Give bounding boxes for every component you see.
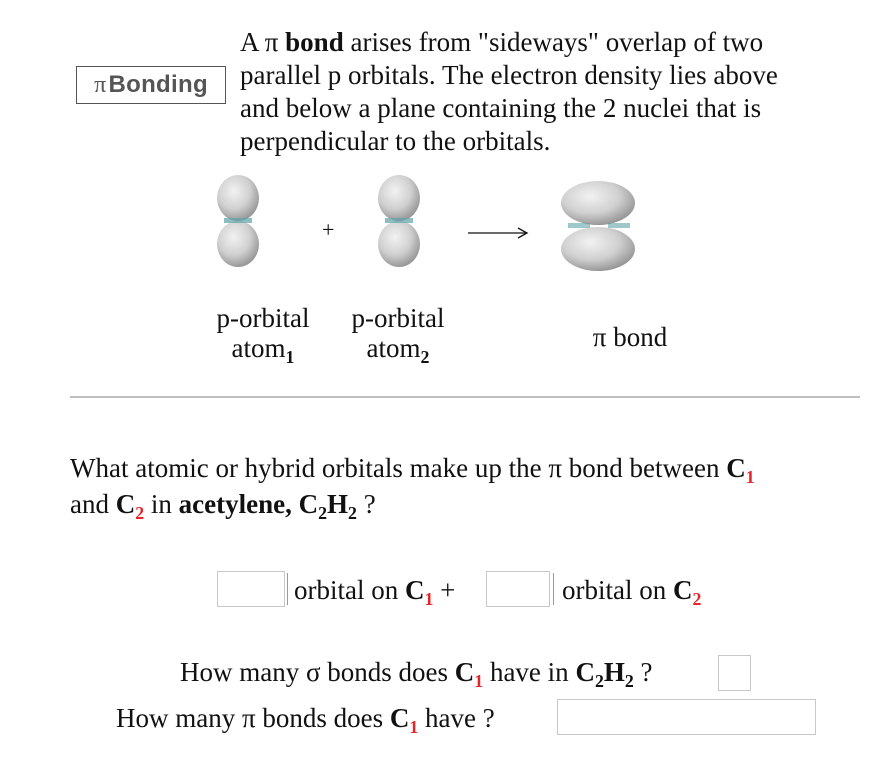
carbon-symbol: C: [389, 703, 410, 733]
pi-bond-label: [570, 322, 690, 352]
pi-symbol: π: [264, 27, 279, 57]
pi-bond-word: bond: [613, 322, 668, 352]
atom-subscript: 2: [420, 347, 430, 368]
q-text-2: bond between: [568, 453, 720, 483]
orbital-diagram: [190, 165, 720, 275]
input-separator: [287, 573, 288, 605]
c1-subscript: 1: [409, 717, 419, 738]
orbital-label-1-line2: [204, 333, 322, 368]
pi-symbol: π: [592, 322, 607, 352]
q-text: have ?: [425, 703, 495, 733]
carbon-symbol: C: [672, 575, 693, 605]
orbital-c1-input[interactable]: [217, 571, 285, 607]
and-text: and: [70, 489, 109, 519]
atom-subscript: 1: [285, 347, 295, 368]
acetylene-formula: [298, 489, 357, 524]
carbon-symbol: C: [454, 657, 475, 687]
carbon-symbol: C: [404, 575, 425, 605]
reaction-arrow-icon: [468, 228, 527, 238]
formula-h: H: [327, 489, 349, 519]
atom-text: atom: [231, 333, 286, 363]
c2-subscript: 2: [135, 503, 145, 524]
input-separator: [553, 573, 554, 605]
c1-subscript: 1: [424, 589, 434, 610]
sigma-bonds-input[interactable]: [718, 655, 751, 691]
question-line-2: [70, 486, 870, 522]
formula-c-sub: 2: [594, 671, 604, 692]
orbital-label-2-line2: [339, 333, 457, 368]
intro-line-4: perpendicular to the orbitals.: [240, 126, 551, 156]
p-orbital-2-icon: [378, 175, 420, 267]
plus-text: +: [440, 575, 456, 605]
formula-h-sub: 2: [624, 671, 634, 692]
bond-word: bond: [285, 27, 344, 57]
atom-text: atom: [366, 333, 421, 363]
question-text: [70, 450, 870, 522]
question-mark: ?: [640, 657, 653, 687]
section-divider: [70, 396, 860, 398]
orbital-on-c1-text: [294, 573, 456, 610]
formula-c: C: [575, 657, 595, 687]
sigma-bonds-question: [180, 655, 653, 692]
orbital-label-2-line1: p-orbital: [351, 303, 445, 333]
formula-c: C: [298, 489, 319, 519]
pi-bonding-text: Bonding: [108, 71, 208, 98]
p-orbital-1-icon: [217, 175, 259, 267]
intro-line-1-rest: arises from "sideways" overlap of two: [350, 27, 764, 57]
intro-line-1: [240, 26, 850, 59]
pi-bonds-input[interactable]: [557, 699, 816, 735]
q-text: How many: [180, 657, 300, 687]
intro-line-2: parallel p orbitals. The electron density lies above: [240, 60, 778, 90]
carbon-symbol: C: [726, 453, 746, 483]
c2-subscript: 2: [692, 589, 702, 610]
in-text: in: [150, 489, 172, 519]
plus-sign: +: [322, 217, 335, 242]
formula-c-sub: 2: [318, 503, 328, 524]
sigma-symbol: σ: [305, 657, 321, 687]
orbital-c2-input[interactable]: [486, 571, 550, 607]
q-text: bonds does: [262, 703, 384, 733]
orbital-on-text: orbital on: [562, 575, 667, 605]
orbital-on-text: orbital on: [294, 575, 399, 605]
q-text: bonds does: [327, 657, 449, 687]
acetylene-word: acetylene,: [178, 489, 292, 519]
q-text: have in: [489, 657, 569, 687]
orbital-label-atom1: [204, 303, 322, 368]
pi-symbol: π: [548, 453, 563, 483]
pi-symbol: π: [241, 703, 256, 733]
pi-bonds-question: [116, 701, 495, 738]
formula-h: H: [603, 657, 625, 687]
question-line-1: [70, 450, 870, 486]
intro-paragraph: [240, 26, 850, 158]
c1-subscript: 1: [745, 467, 755, 488]
formula-h-sub: 2: [348, 503, 357, 524]
intro-lead: A: [240, 27, 259, 57]
acetylene-formula: [575, 657, 634, 692]
c1-subscript: 1: [474, 671, 484, 692]
question-mark: ?: [363, 489, 376, 519]
q-text-1: What atomic or hybrid orbitals make up the: [70, 453, 542, 483]
pi-bonding-label: [76, 66, 226, 104]
intro-line-3: and below a plane containing the 2 nuclei that is: [240, 93, 762, 123]
carbon-symbol: C: [115, 489, 136, 519]
orbital-label-atom2: [339, 303, 457, 368]
orbital-label-1-line1: p-orbital: [216, 303, 310, 333]
pi-bond-orbital-icon: [561, 181, 635, 271]
pi-symbol: π: [94, 71, 107, 98]
orbital-on-c2-text: [562, 573, 702, 610]
q-text: How many: [116, 703, 236, 733]
